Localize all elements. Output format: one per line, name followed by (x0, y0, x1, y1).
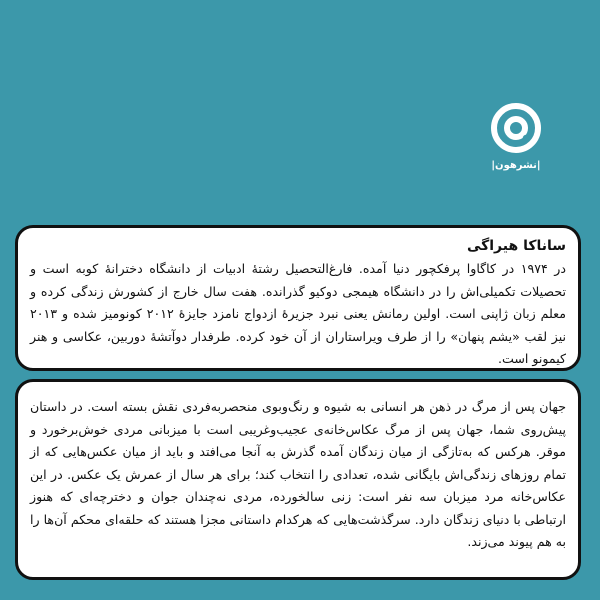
publisher-logo-text: |نشرهون| (491, 160, 541, 171)
publisher-logo-icon (488, 100, 544, 156)
book-synopsis-text: جهان پس از مرگ در ذهن هر انسانی به شیوه و رنگ‌وبوی منحصربه‌فردی نقش بسته است. در داستان پیش‌روی شما، جهان پس از مرگ عکاس‌خانه‌ی عجیب‌وغریبی است با میزبانی مردی خوش‌برخورد و موقر. هرکس که به‌تازگی از میان زندگان آمده گذرش به آنجا می‌افتد و باید از میان عکس‌هایی که از تمام روزهای زندگی‌اش بایگانی شده، تعدادی را انتخاب کند؛ برای هر سال از عمرش یک عکس. در این عکاس‌خانه مرد میزبان سه نفر است: زنی سالخورده، مردی نه‌چندان جوان و دخترچه‌ای که هنوز ارتباطی با دنیای زندگان دارد. سرگذشت‌هایی که هرکدام داستانی مجزا هستند که حلقه‌ای محکم آن‌ها را به هم پیوند می‌زند. (30, 399, 566, 549)
author-name: ساناکا هیراگی (466, 238, 566, 254)
publisher-logo (488, 100, 544, 171)
author-bio-card (15, 225, 581, 371)
author-bio-text: در ۱۹۷۴ در کاگاوا پرفکچور دنیا آمده. فارغ‌التحصیل رشتهٔ ادبیات از دانشگاه دخترانهٔ کوبه است و تحصیلات تکمیلی‌اش را در دانشگاه هیمجی دوکیو گذرانده. هفت سال خارج از کشورش زندگی کرده و معلم زبان ژاپنی است. اولین رمانش یعنی نبرد جزیرهٔ ازدواج نامزد جایزهٔ ۲۰۱۲ کونومیز شده و ۲۰۱۳ نیز لقب «یشم پنهان» را از طرف ویراستاران از آن خود کرده. طرفدار دوآتشهٔ دوربین، عکاسی و هنر کیمونو است. (30, 261, 567, 366)
book-synopsis-card (15, 379, 581, 580)
